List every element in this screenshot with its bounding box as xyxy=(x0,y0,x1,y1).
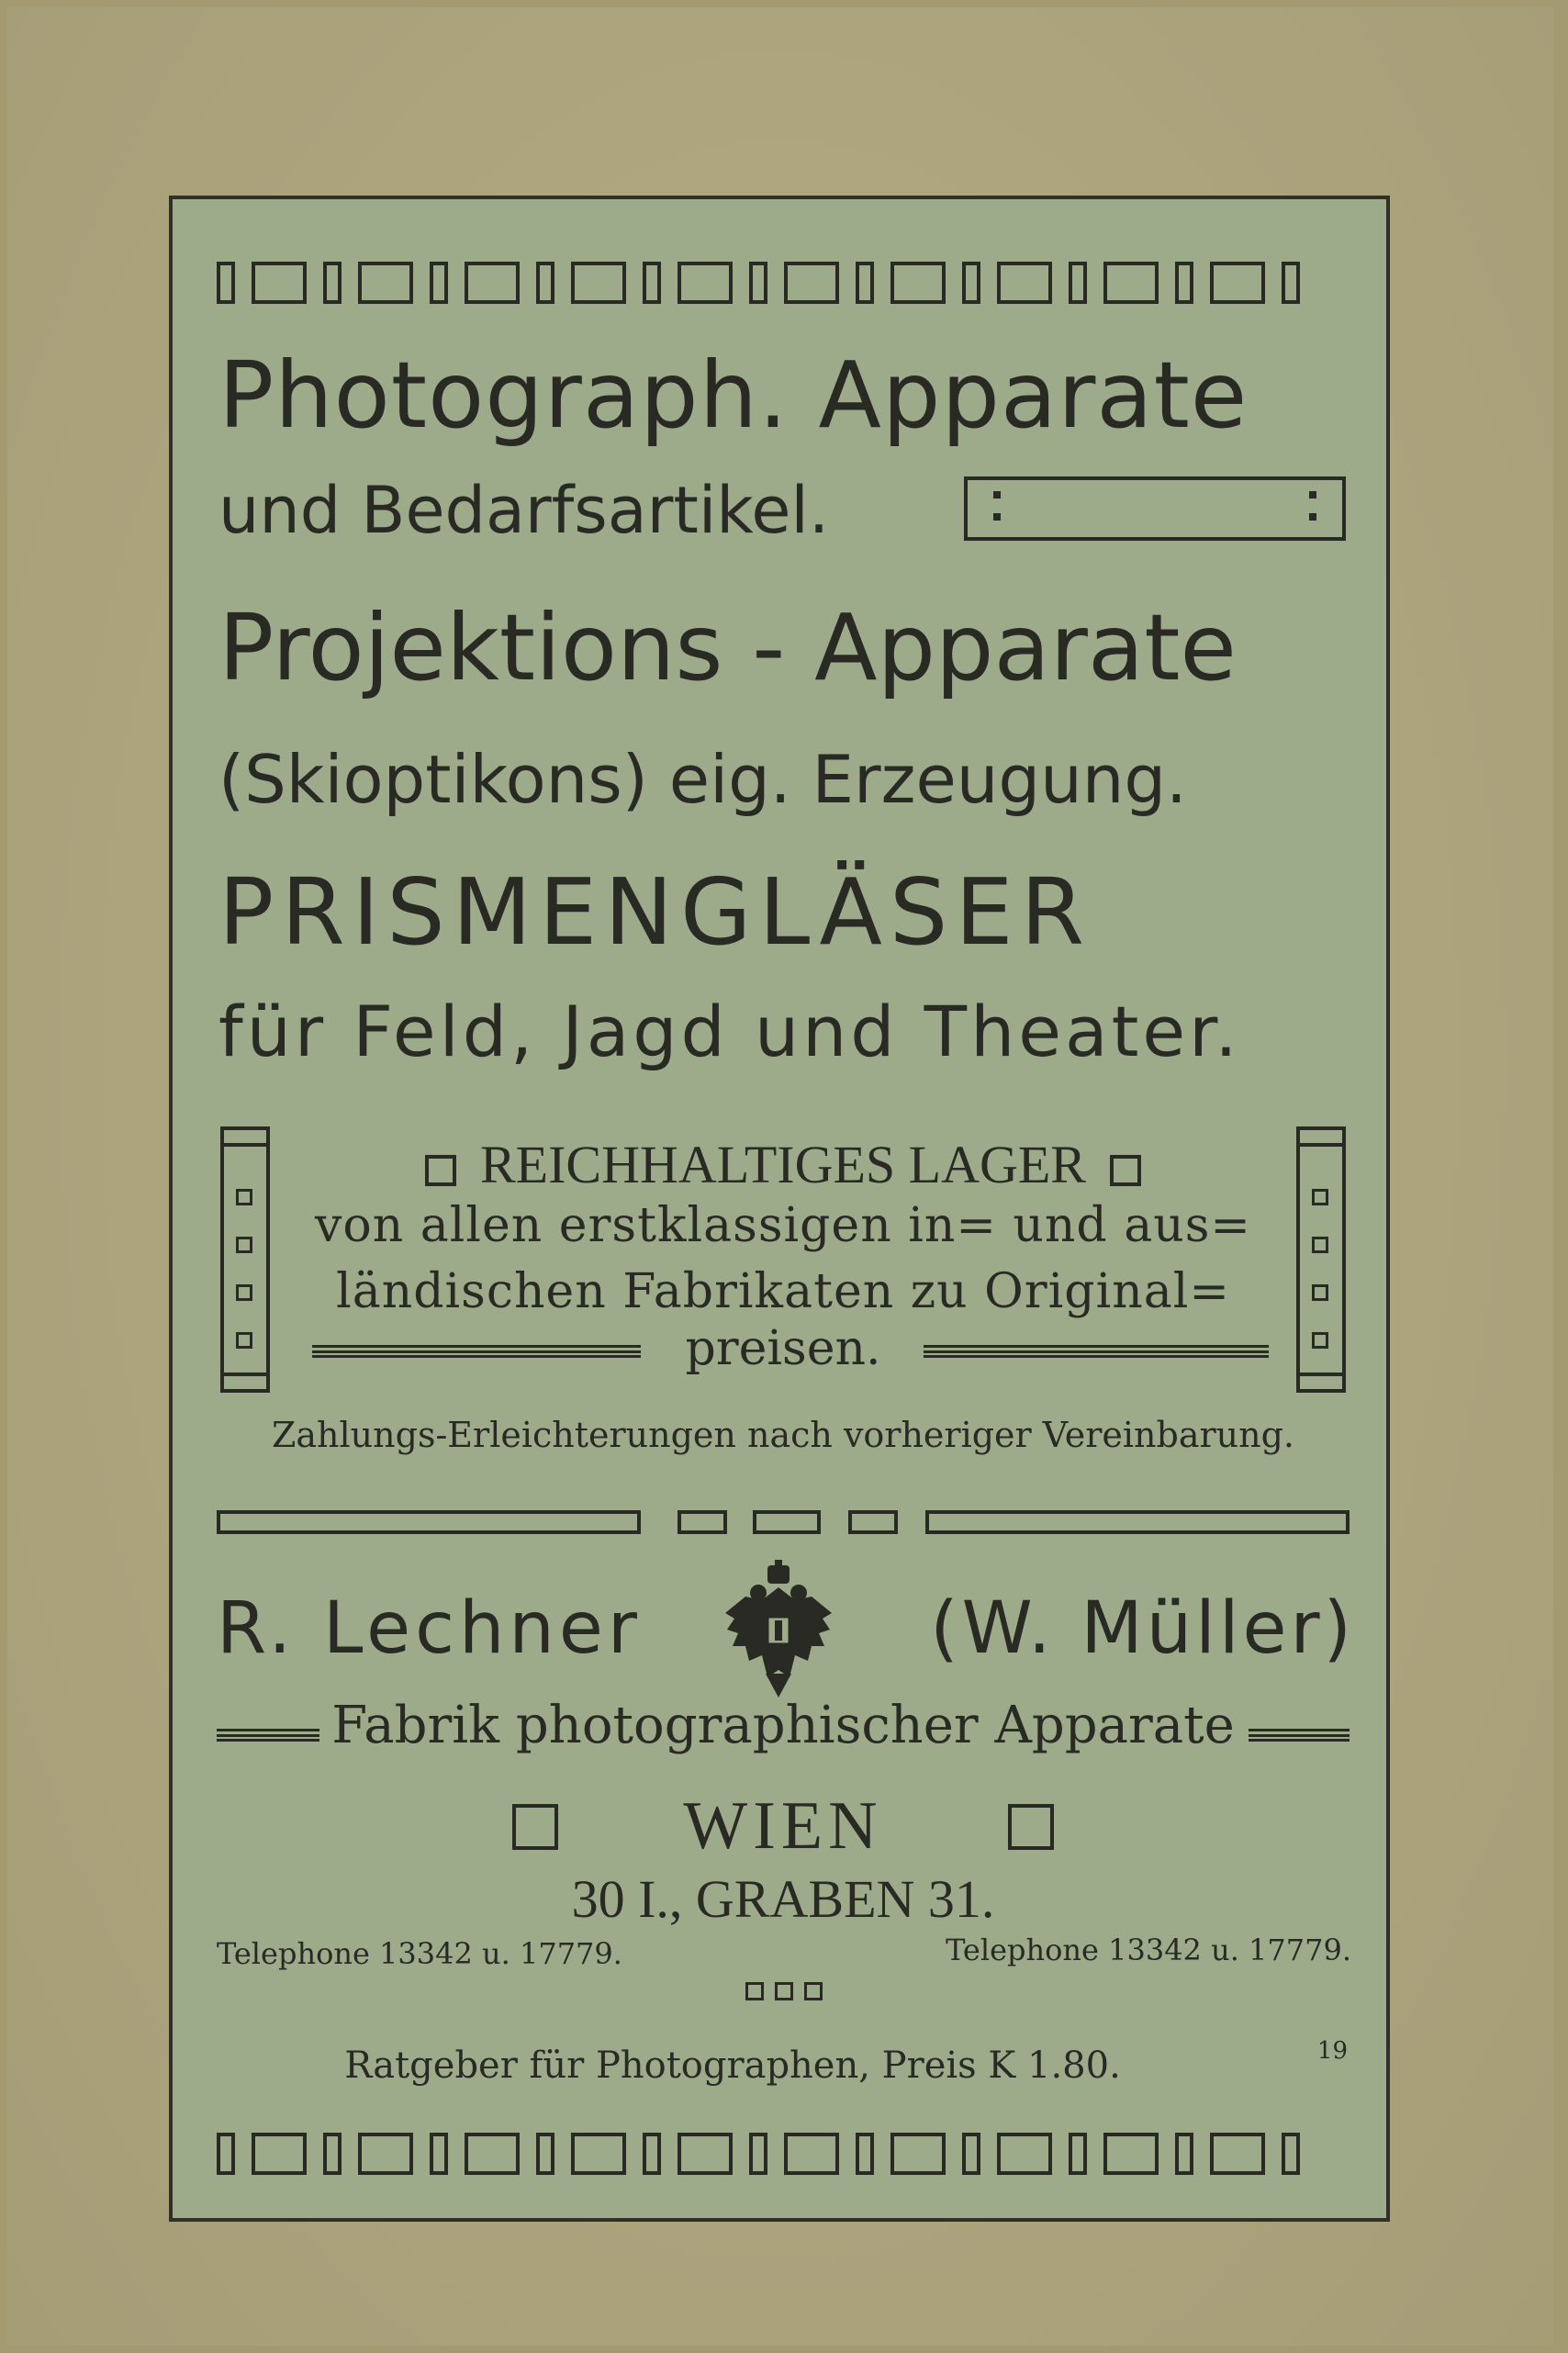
square-ornament-icon xyxy=(1110,1155,1141,1186)
border-ornament-box xyxy=(571,2133,626,2175)
border-ornament-box xyxy=(1103,2133,1159,2175)
tagline-rule-left xyxy=(217,1729,319,1742)
border-ornament-box xyxy=(890,2133,946,2175)
page-number: 19 xyxy=(1316,2037,1348,2065)
company-name-left: R. Lechner xyxy=(217,1587,642,1670)
border-ornament-box xyxy=(1069,262,1087,304)
border-ornament-box xyxy=(1175,2133,1193,2175)
company-city-row xyxy=(512,1787,1054,1866)
border-ornament-box xyxy=(536,2133,554,2175)
small-ornament-squares xyxy=(744,1980,826,2002)
border-ornament-box xyxy=(323,2133,342,2175)
payment-note: Zahlungs-Erleichterungen nach vorheriger Vereinbarung. xyxy=(271,1415,1295,1455)
tagline-rule-right xyxy=(1249,1729,1350,1742)
border-ornament-box xyxy=(571,262,626,304)
border-ornament-box xyxy=(252,2133,307,2175)
heading-projektions-apparate: Projektions - Apparate xyxy=(218,594,1237,701)
company-address: 30 I., GRABEN 31. xyxy=(571,1869,995,1929)
border-ornament-box xyxy=(1103,262,1159,304)
heading-fuer-feld: für Feld, Jagd und Theater. xyxy=(218,991,1241,1072)
border-ornament-box xyxy=(217,2133,235,2175)
border-ornament-box xyxy=(217,262,235,304)
border-ornament-box xyxy=(643,2133,661,2175)
company-city: WIEN xyxy=(683,1788,883,1864)
stock-line-3: preisen. xyxy=(685,1321,881,1376)
border-ornament-box xyxy=(430,2133,448,2175)
border-ornament-box xyxy=(643,262,661,304)
border-ornament-box xyxy=(749,262,767,304)
border-ornament-box xyxy=(358,262,413,304)
border-ornament-box xyxy=(856,2133,874,2175)
border-ornament-box xyxy=(465,2133,520,2175)
heading-bedarfsartikel: und Bedarfsartikel. xyxy=(218,473,830,548)
heading-skioptikons: (Skioptikons) eig. Erzeugung. xyxy=(218,741,1187,818)
border-ornament-box xyxy=(358,2133,413,2175)
border-ornament-box xyxy=(784,2133,839,2175)
border-ornament-box xyxy=(430,262,448,304)
border-ornament-box xyxy=(536,262,554,304)
border-ornament-box xyxy=(784,262,839,304)
border-ornament-box xyxy=(997,2133,1052,2175)
border-ornament-box xyxy=(1210,262,1265,304)
border-ornament-box xyxy=(1282,2133,1300,2175)
left-ornament-column xyxy=(220,1126,270,1393)
phone-left: Telephone 13342 u. 17779. xyxy=(217,1936,622,1971)
top-ornament-border xyxy=(217,262,1350,304)
border-ornament-box xyxy=(856,262,874,304)
border-ornament-box xyxy=(997,262,1052,304)
square-ornament-icon xyxy=(512,1804,558,1850)
border-ornament-box xyxy=(678,262,733,304)
stock-line-2: ländischen Fabrikaten zu Original= xyxy=(336,1264,1230,1319)
border-ornament-box xyxy=(1175,262,1193,304)
border-ornament-box xyxy=(1069,2133,1087,2175)
square-ornament-icon xyxy=(425,1155,456,1186)
border-ornament-box xyxy=(323,262,342,304)
border-ornament-box xyxy=(962,2133,980,2175)
border-ornament-box xyxy=(1210,2133,1265,2175)
stock-title-row xyxy=(310,1134,1256,1195)
border-ornament-box xyxy=(252,262,307,304)
phone-right: Telephone 13342 u. 17779. xyxy=(946,1933,1351,1967)
company-name-right: (W. Müller) xyxy=(930,1587,1355,1670)
middle-ornament-bar xyxy=(217,1510,1350,1538)
stock-line-1: von allen erstklassigen in= und aus= xyxy=(315,1198,1251,1253)
border-ornament-box xyxy=(1282,262,1300,304)
border-ornament-box xyxy=(749,2133,767,2175)
border-ornament-box xyxy=(962,262,980,304)
company-tagline: Fabrik photographischer Apparate xyxy=(331,1696,1235,1755)
border-ornament-box xyxy=(678,2133,733,2175)
right-ornament-column xyxy=(1296,1126,1346,1393)
rule-left xyxy=(312,1345,641,1358)
bottom-ornament-border xyxy=(217,2133,1350,2175)
double-headed-eagle-icon xyxy=(723,1560,834,1707)
advertisement-panel xyxy=(169,196,1390,2222)
border-ornament-box xyxy=(890,262,946,304)
square-ornament-icon xyxy=(1008,1804,1054,1850)
stock-title: REICHHALTIGES LAGER xyxy=(479,1135,1086,1194)
page xyxy=(7,7,1553,2346)
decorative-bracket-box xyxy=(964,476,1346,541)
rule-right xyxy=(924,1345,1269,1358)
heading-prismenglaeser: PRISMENGLÄSER xyxy=(218,858,1092,966)
border-ornament-box xyxy=(465,262,520,304)
heading-photograph-apparate: Photograph. Apparate xyxy=(218,342,1249,449)
guide-note: Ratgeber für Photographen, Preis K 1.80. xyxy=(344,2045,1121,2087)
